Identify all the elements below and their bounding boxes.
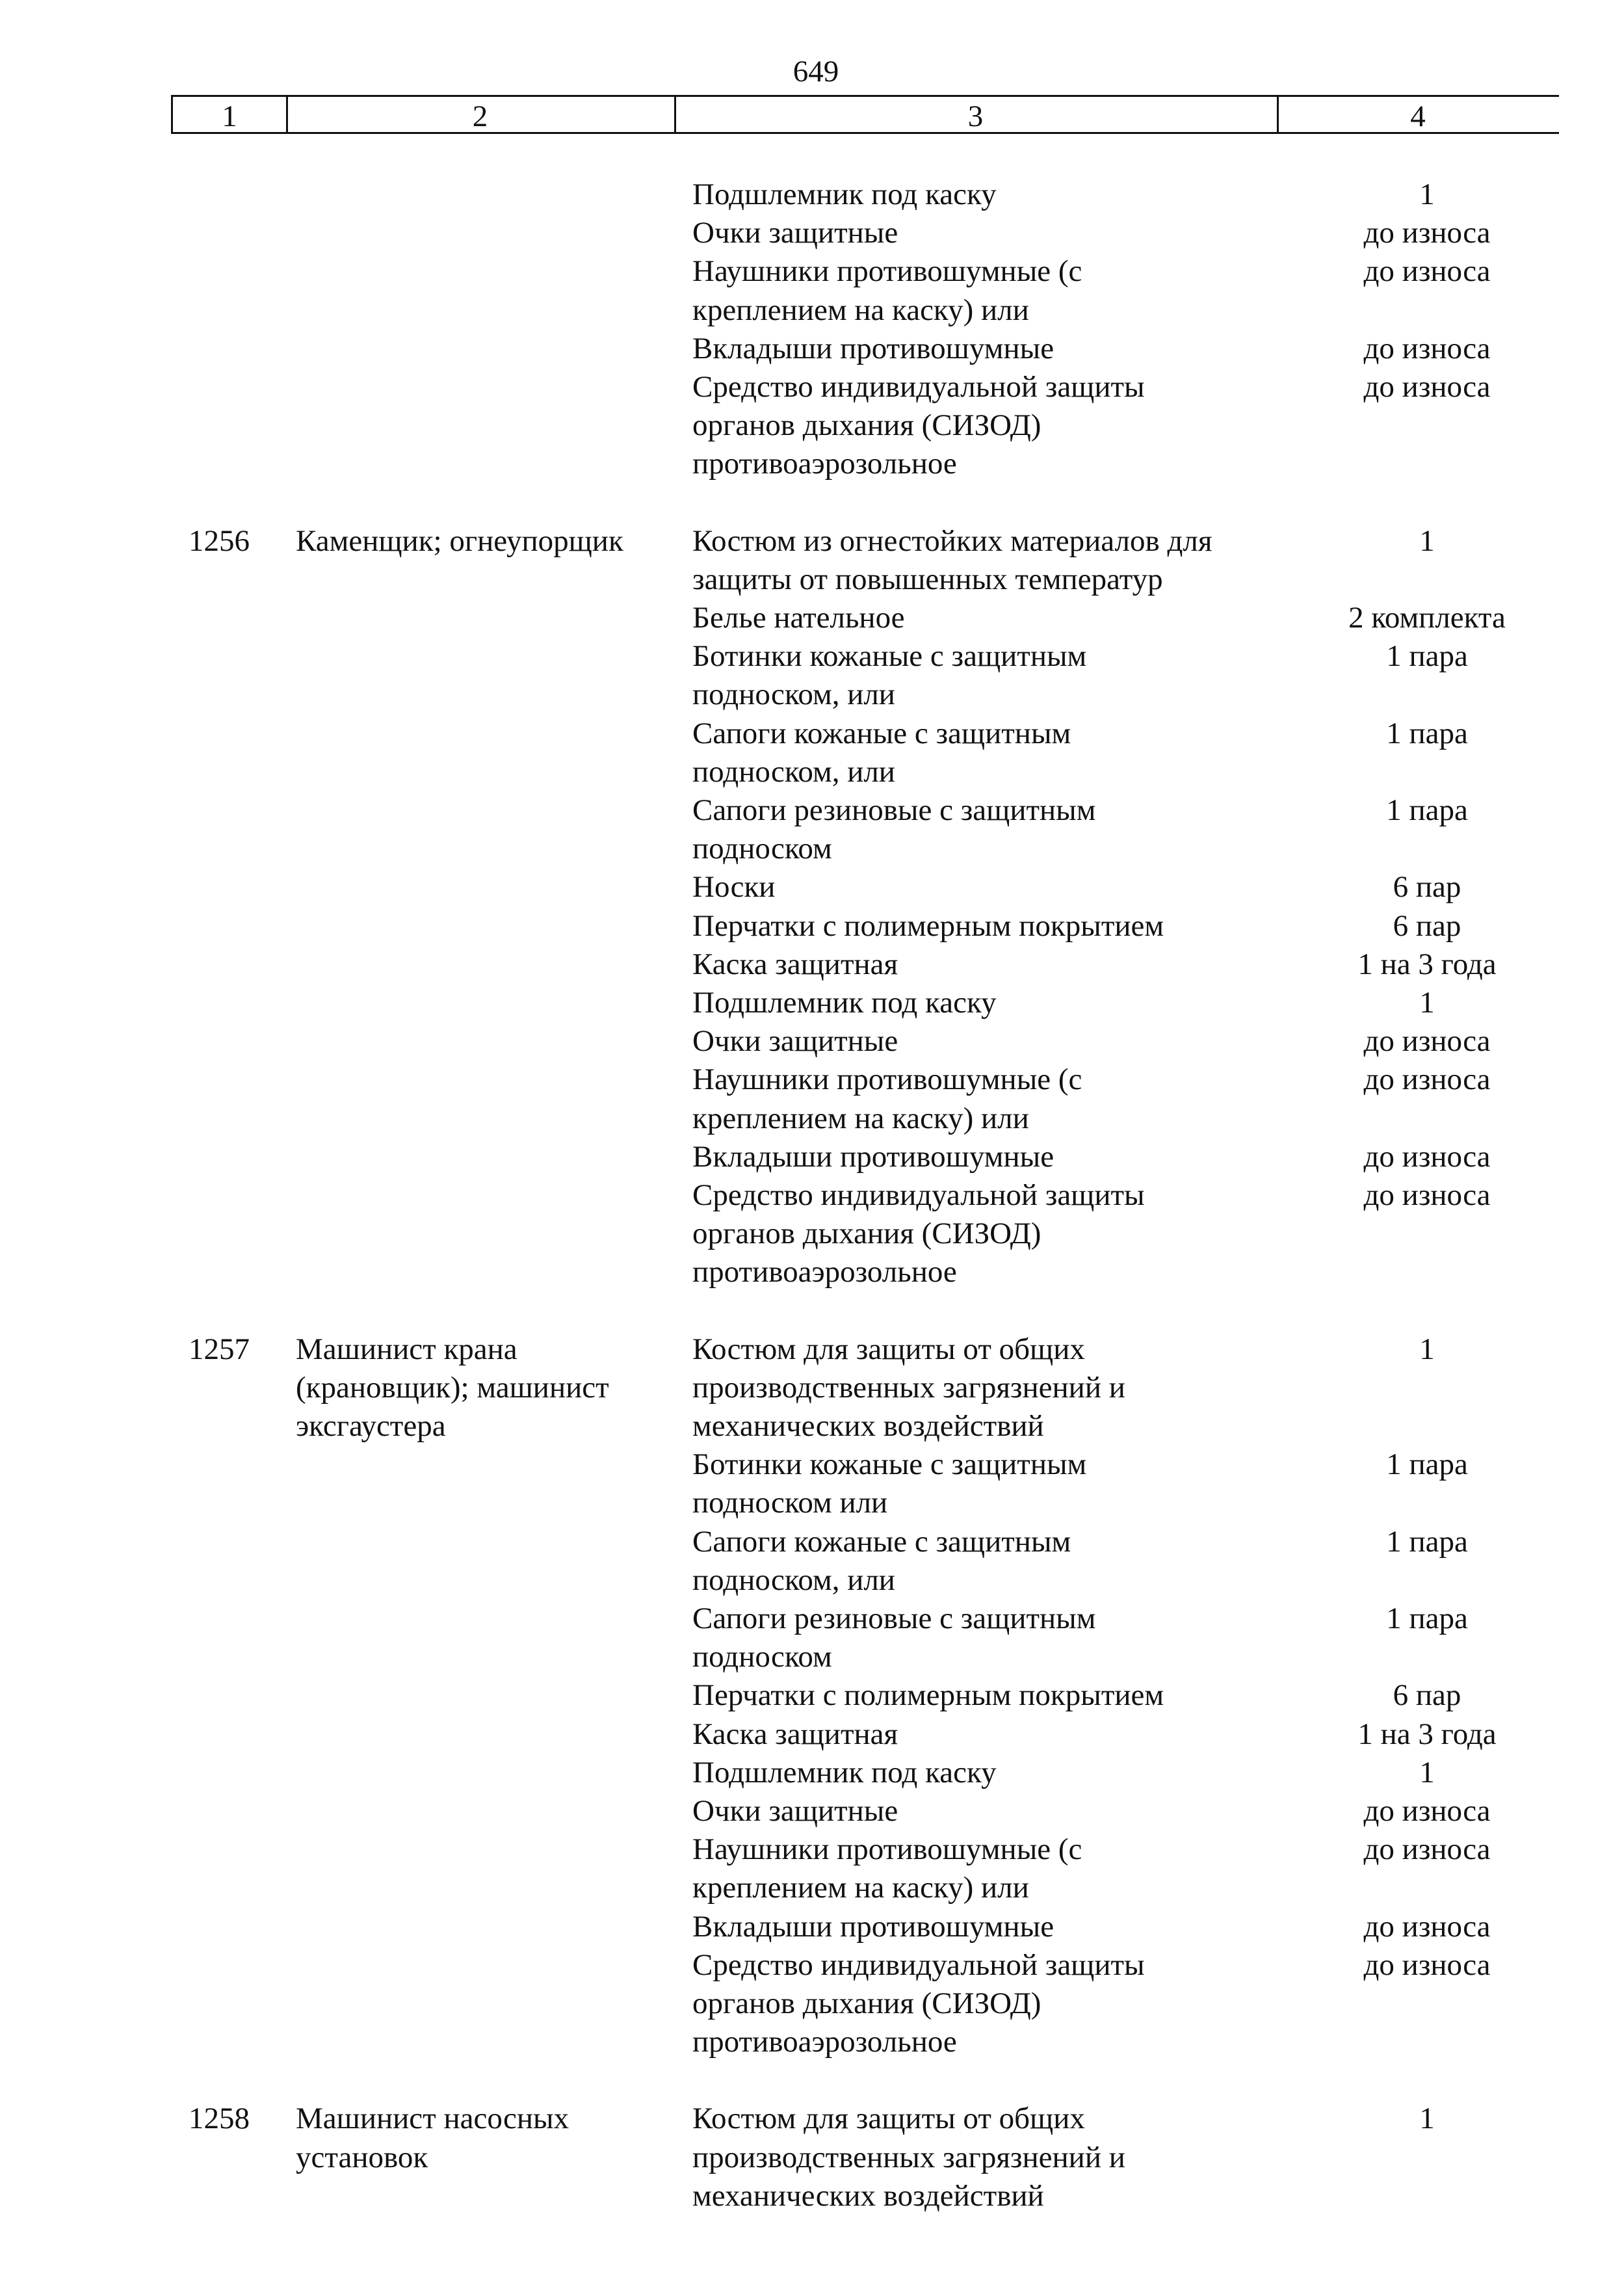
norm-value: 1 пара [1386, 716, 1468, 750]
norm-value: 1 [1419, 986, 1435, 1020]
item-text: производственных загрязнений и [692, 1370, 1125, 1405]
item-text: Наушники противошумные (с [692, 1062, 1082, 1097]
norm-value: 1 пара [1386, 1602, 1468, 1635]
norm-value: до износа [1363, 254, 1491, 289]
page-number: 649 [792, 55, 839, 88]
norm-value: 1 [1419, 1755, 1435, 1789]
item-text: подноском [692, 832, 832, 866]
item-text: креплением на каску) или [692, 1101, 1029, 1135]
norm-value: 6 пар [1393, 1678, 1461, 1713]
item-text: органов дыхания (СИЗОД) [692, 1986, 1041, 2020]
norm-value: 1 [1419, 523, 1435, 558]
item-text: подноском или [692, 1486, 888, 1520]
item-text: Подшлемник под каску [692, 986, 997, 1020]
profession-name: установок [296, 2140, 428, 2174]
norm-value: до износа [1363, 1794, 1491, 1828]
norm-value: до износа [1363, 1139, 1491, 1174]
item-text: подноском, или [692, 678, 895, 712]
norm-value: 2 комплекта [1348, 601, 1506, 635]
norm-value: до износа [1363, 331, 1491, 365]
item-text: Сапоги резиновые с защитным [692, 793, 1096, 827]
norm-value: до износа [1363, 1024, 1491, 1059]
item-text: защиты от повышенных температур [692, 562, 1163, 596]
item-text: органов дыхания (СИЗОД) [692, 1217, 1041, 1251]
norm-value: 6 пар [1393, 908, 1461, 943]
item-text: Костюм для защиты от общих [692, 2102, 1085, 2136]
item-text: Очки защитные [692, 216, 898, 250]
item-text: Средство индивидуальной защиты [692, 1178, 1145, 1212]
item-text: Средство индивидуальной защиты [692, 1947, 1145, 1982]
item-text: механических воздействий [692, 2178, 1044, 2213]
norm-value: 1 [1419, 2102, 1435, 2136]
item-text: Носки [692, 870, 776, 904]
item-text: противоаэрозольное [692, 447, 957, 481]
item-text: креплением на каску) или [692, 293, 1029, 327]
profession-name: эксгаустера [296, 1409, 446, 1443]
norm-value: до износа [1363, 1062, 1491, 1097]
profession-name: Каменщик; огнеупорщик [296, 523, 623, 558]
item-text: подноском, или [692, 754, 895, 789]
item-text: противоаэрозольное [692, 1255, 957, 1289]
item-text: Каска защитная [692, 947, 898, 981]
item-text: Наушники противошумные (с [692, 254, 1082, 289]
norm-value: до износа [1363, 1178, 1491, 1212]
header-col-4: 4 [1277, 95, 1559, 134]
header-col-1: 1 [171, 95, 288, 134]
item-text: Сапоги резиновые с защитным [692, 1602, 1096, 1635]
norm-value: 1 пара [1386, 1524, 1468, 1559]
norm-value: до износа [1363, 1832, 1491, 1867]
item-text: Вкладыши противошумные [692, 1909, 1054, 1944]
norm-value: 1 пара [1386, 1447, 1468, 1482]
item-text: механических воздействий [692, 1409, 1044, 1443]
item-text: Ботинки кожаные с защитным [692, 639, 1087, 674]
item-text: Ботинки кожаные с защитным [692, 1447, 1087, 1482]
item-text: Подшлемник под каску [692, 178, 997, 211]
item-text: Костюм из огнестойких материалов для [692, 523, 1212, 558]
entry-number: 1257 [189, 1332, 250, 1366]
item-text: подноском, или [692, 1563, 895, 1597]
norm-value: 1 пара [1386, 793, 1468, 827]
item-text: Наушники противошумные (с [692, 1832, 1082, 1867]
item-text: Сапоги кожаные с защитным [692, 716, 1071, 750]
item-text: производственных загрязнений и [692, 2140, 1125, 2174]
item-text: Перчатки с полимерным покрытием [692, 908, 1164, 943]
item-text: Очки защитные [692, 1794, 898, 1828]
profession-name: (крановщик); машинист [296, 1370, 609, 1405]
item-text: Сапоги кожаные с защитным [692, 1524, 1071, 1559]
norm-value: до износа [1363, 1909, 1491, 1944]
item-text: Подшлемник под каску [692, 1755, 997, 1789]
norm-value: 1 пара [1386, 639, 1468, 674]
entry-number: 1258 [189, 2102, 250, 2136]
item-text: Каска защитная [692, 1717, 898, 1751]
item-text: Очки защитные [692, 1024, 898, 1059]
header-col-3: 3 [674, 95, 1279, 134]
norm-value: 1 [1419, 1332, 1435, 1366]
norm-value: до износа [1363, 216, 1491, 250]
norm-value: 1 на 3 года [1357, 1717, 1497, 1751]
norm-value: 1 [1419, 178, 1435, 211]
item-text: Костюм для защиты от общих [692, 1332, 1085, 1366]
header-col-2: 2 [286, 95, 676, 134]
profession-name: Машинист насосных [296, 2102, 570, 2136]
item-text: подноском [692, 1640, 832, 1674]
item-text: Вкладыши противошумные [692, 331, 1054, 365]
norm-value: 6 пар [1393, 870, 1461, 904]
entry-number: 1256 [189, 523, 250, 558]
item-text: органов дыхания (СИЗОД) [692, 408, 1041, 443]
item-text: Перчатки с полимерным покрытием [692, 1678, 1164, 1713]
norm-value: до износа [1363, 1947, 1491, 1982]
norm-value: 1 на 3 года [1357, 947, 1497, 981]
item-text: Вкладыши противошумные [692, 1139, 1054, 1174]
profession-name: Машинист крана [296, 1332, 517, 1366]
item-text: креплением на каску) или [692, 1871, 1029, 1905]
item-text: противоаэрозольное [692, 2025, 957, 2059]
norm-value: до износа [1363, 370, 1491, 404]
item-text: Белье нательное [692, 601, 905, 635]
item-text: Средство индивидуальной защиты [692, 370, 1145, 404]
